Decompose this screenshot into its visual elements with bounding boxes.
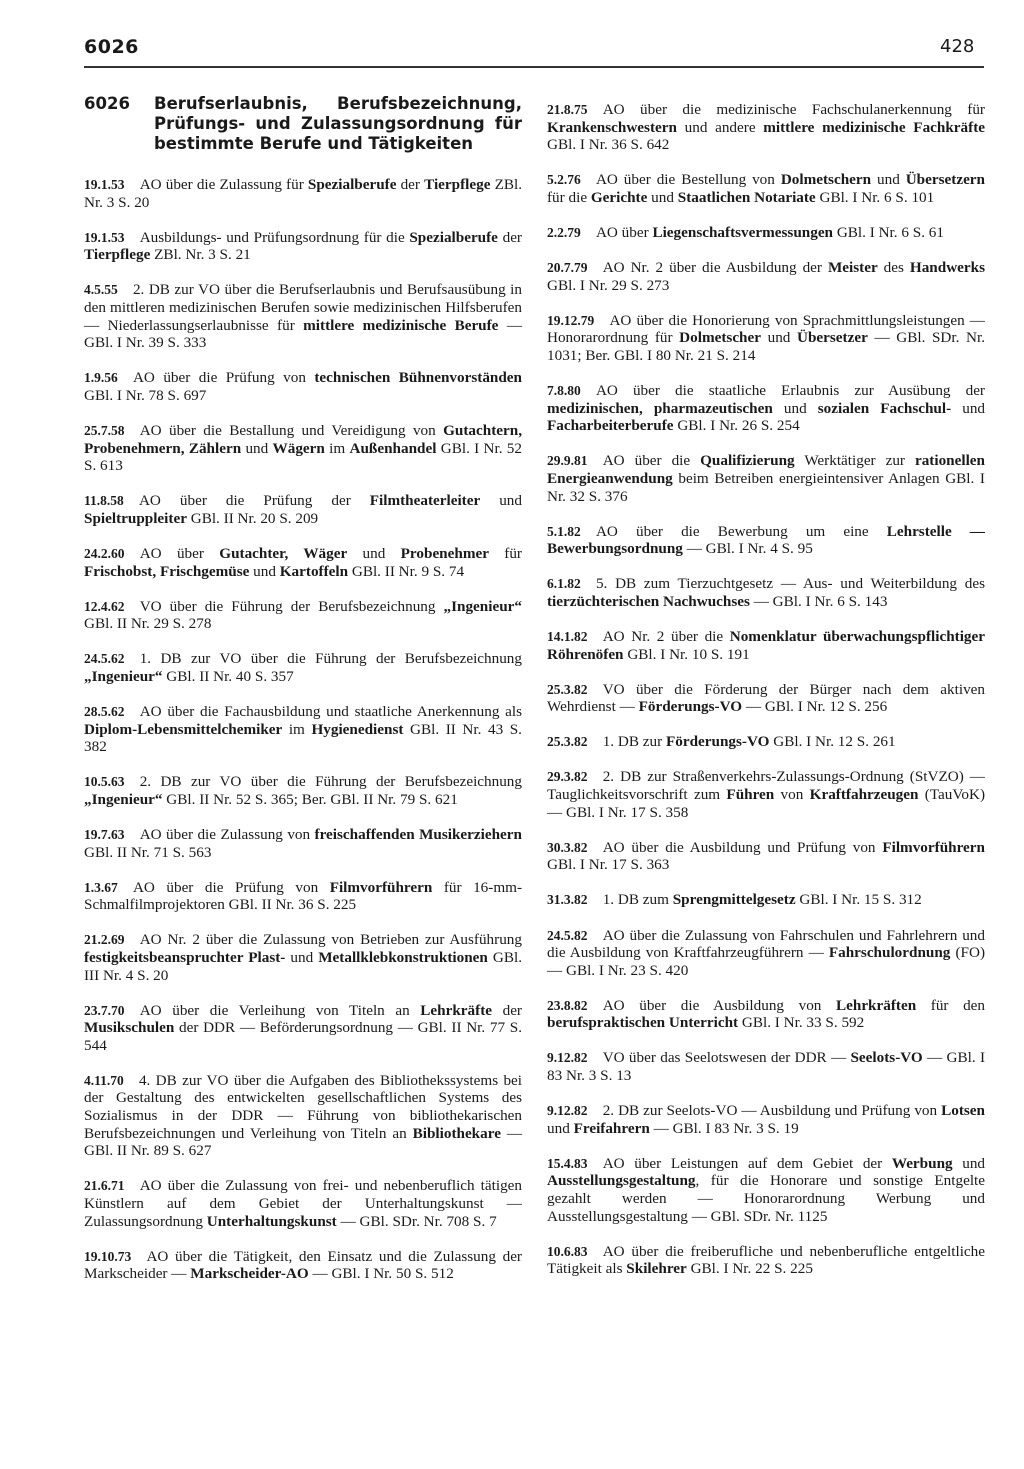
entry-keyword: Krankenschwestern (547, 118, 677, 136)
entry-date: 15.4.83 (547, 1155, 588, 1171)
entry-text: AO über die Prüfung der (138, 492, 370, 510)
entry-text: 1. DB zur (602, 733, 666, 751)
entry-keyword: Skilehrer (626, 1260, 687, 1278)
entry-keyword: Tierpflege (84, 246, 151, 264)
entry-text: GBl. I Nr. 78 S. 697 (84, 386, 207, 404)
right-column (547, 101, 985, 1295)
law-entry (84, 492, 522, 527)
entry-text: GBl. III Nr. 4 S. 20 (84, 948, 523, 984)
entry-text: GBl. I Nr. 15 S. 312 (795, 891, 922, 909)
entry-text: VO über das Seelotswesen der DDR — (602, 1049, 851, 1067)
entry-keyword: Filmtheaterleiter (369, 492, 481, 510)
entry-keyword: Führen (726, 786, 775, 804)
entry-text: 4. DB zur VO über die Aufgaben des Bibliothekssystems bei der Gestaltung des entwickelten gesellschaftlichen Systems des Sozialismus in der DDR — Führung von bibliothekarischen Berufsbezeichnungen und Verleihung von Titeln an (84, 1071, 522, 1142)
entry-keyword: Seelots-VO (850, 1049, 923, 1067)
entry-text: AO über die Tätigkeit, den Einsatz und die Zulassung der Markscheider — (84, 1247, 522, 1283)
entry-text: und (241, 439, 273, 457)
entry-date: 11.8.58 (84, 493, 124, 509)
law-entry (547, 224, 985, 242)
entry-keyword: „Ingenieur“ (84, 667, 163, 685)
law-entry (84, 176, 522, 211)
entry-keyword: „Ingenieur“ (443, 597, 522, 615)
entry-date: 29.3.82 (547, 769, 588, 785)
law-entry (547, 382, 985, 435)
law-entry (547, 628, 985, 663)
entry-keyword: mittlere medizinische Fachkräfte (763, 118, 985, 136)
law-entry (84, 598, 522, 633)
entry-keyword: Filmvorführern (882, 838, 985, 856)
entry-text: VO über die Förderung der Bürger nach dem aktiven Wehrdienst — (547, 680, 985, 716)
entry-date: 25.3.82 (547, 681, 588, 697)
entry-keyword: Markscheider-AO (190, 1265, 309, 1283)
entry-text: GBl. II Nr. 9 S. 74 (348, 562, 465, 580)
entry-text: GBl. II Nr. 52 S. 365; Ber. GBl. II Nr. 79 S. 621 (162, 790, 458, 808)
law-entry (547, 171, 985, 206)
entry-keyword: Tierpflege (424, 176, 491, 193)
law-entry (547, 1102, 985, 1137)
law-entry (84, 422, 522, 475)
entry-keyword: Förderungs-VO (638, 698, 743, 716)
entry-keyword: Dolmetschern (780, 171, 872, 189)
entry-date: 19.12.79 (547, 312, 595, 328)
entry-text: (TauVoK) — GBl. I Nr. 17 S. 358 (547, 786, 986, 821)
entry-text: der (396, 176, 425, 193)
entry-text: AO über die Zulassung für (139, 176, 308, 193)
entry-keyword: Staatlichen Notariate (677, 188, 816, 206)
entry-keyword: Spieltruppleiter (84, 509, 187, 527)
entry-keyword: Außenhandel (349, 439, 437, 457)
entry-text: und (871, 171, 906, 189)
law-entry (547, 733, 985, 751)
entry-keyword: Übersetzern (905, 171, 985, 189)
entry-text: 2. DB zur VO über die Berufserlaubnis und Berufsausübung in den mittleren medizinischen Berufen sowie medizinischen Hilfsberufen — Niederlassungserlaubnisse für (84, 281, 522, 334)
entry-keyword: Hygienedienst (311, 720, 404, 738)
entry-date: 10.5.63 (84, 774, 125, 790)
entry-text: für die (547, 188, 591, 206)
entry-text: AO über die freiberufliche und nebenberufliche entgeltliche Tätigkeit als (547, 1242, 985, 1278)
law-entry (547, 927, 985, 980)
law-entry (84, 931, 522, 984)
entry-text: AO über die Fachausbildung und staatliche Anerkennung als (139, 702, 522, 720)
entry-keyword: Metallklebkonstruktionen (318, 948, 488, 966)
entry-text: VO über die Führung der Berufsbezeichnung (139, 597, 444, 615)
entry-date: 2.2.79 (547, 224, 581, 240)
law-entry (84, 650, 522, 685)
entry-text: 2. DB zur Straßenverkehrs-Zulassungs-Ordnung (StVZO) — Tauglichkeitsvorschrift zum (547, 768, 985, 804)
entry-keyword: Bibliothekare (412, 1124, 501, 1142)
entry-keyword: Gerichte (590, 188, 648, 206)
entry-text: — GBl. SDr. Nr. 1031; Ber. GBl. I 80 Nr. 21 S. 214 (547, 329, 986, 364)
entry-text: 2. DB zur Seelots-VO — Ausbildung und Prüfung von (602, 1102, 942, 1120)
page-header-section-number: 6026 (84, 36, 139, 58)
entry-keyword: Facharbeiterberufe (547, 417, 674, 435)
entry-text: — GBl. I Nr. 4 S. 95 (682, 540, 813, 558)
entry-text: Ausbildungs- und Prüfungsordnung für die (139, 228, 410, 246)
entry-text: 1. DB zur VO über die Führung der Berufsbezeichnung (139, 650, 522, 668)
entry-text: AO über die Ausbildung und Prüfung von (602, 838, 883, 856)
law-entry (84, 1072, 522, 1160)
entry-text: AO über Leistungen auf dem Gebiet der (602, 1154, 892, 1172)
entry-date: 20.7.79 (547, 260, 588, 276)
entry-text: GBl. II Nr. 40 S. 357 (162, 667, 294, 685)
entry-text: im (282, 720, 312, 738)
entry-text: und andere (676, 118, 764, 136)
law-entry (547, 312, 985, 365)
law-entry (547, 1155, 985, 1225)
entry-text: AO Nr. 2 über die Zulassung von Betrieben zur Ausführung (139, 931, 522, 949)
entry-text: und (760, 329, 797, 347)
entry-text: AO über die (602, 452, 701, 470)
entry-keyword: mittlere medizinische Berufe (303, 316, 499, 334)
law-entry (547, 259, 985, 294)
entry-text: GBl. II Nr. 29 S. 278 (84, 615, 212, 633)
entry-text: AO über die staatliche Erlaubnis zur Ausübung der (595, 382, 985, 400)
entry-keyword: Lehrstelle — Bewerbungsordnung (547, 522, 985, 558)
entry-date: 24.5.62 (84, 651, 125, 667)
law-entry (547, 997, 985, 1032)
entry-keyword: berufspraktischen Unterricht (547, 1014, 739, 1032)
entry-keyword: Liegenschaftsvermessungen (652, 223, 834, 241)
entry-text: ZBl. Nr. 3 S. 20 (84, 176, 522, 211)
entry-text: AO über die Honorierung von Sprachmittlungsleistungen — Honorarordnung für (547, 311, 985, 347)
entry-keyword: festigkeitsbeanspruchter Plast- (84, 948, 286, 966)
entry-text: ZBl. Nr. 3 S. 21 (150, 246, 251, 264)
entry-date: 14.1.82 (547, 628, 588, 644)
section-number: 6026 (84, 94, 130, 113)
entry-keyword: Kraftfahrzeugen (809, 786, 919, 804)
law-entry (547, 891, 985, 909)
entry-keyword: Nomenklatur überwachungspflichtiger Röhrenöfen (547, 627, 985, 663)
entry-date: 21.6.71 (84, 1178, 125, 1194)
law-entry (84, 703, 522, 756)
law-entry (547, 575, 985, 610)
entry-date: 31.3.82 (547, 892, 588, 908)
law-entry (84, 229, 522, 264)
entry-keyword: Filmvorführern (329, 878, 433, 896)
law-entry (84, 773, 522, 808)
entry-keyword: Ausstellungsgestaltung (547, 1172, 696, 1190)
entry-text: AO über die Prüfung von (132, 369, 315, 387)
entry-keyword: tierzüchterischen Nachwuchses (547, 592, 750, 610)
entry-text: der DDR — Beförderungsordnung — GBl. II Nr. 77 S. 544 (84, 1019, 522, 1054)
entry-text: 2. DB zur VO über die Führung der Berufsbezeichnung (139, 773, 522, 791)
entry-text: der (492, 1001, 522, 1019)
left-entry-list (84, 176, 522, 1283)
law-entry (547, 839, 985, 874)
law-entry (547, 681, 985, 716)
entry-text: GBl. I Nr. 29 S. 273 (547, 276, 670, 294)
law-entry (84, 826, 522, 861)
entry-text: AO über die medizinische Fachschulanerkennung für (602, 101, 985, 118)
entry-date: 28.5.62 (84, 703, 125, 719)
entry-text: von (774, 786, 810, 804)
entry-keyword: Übersetzer (797, 329, 868, 347)
entry-text: GBl. I Nr. 12 S. 261 (769, 733, 896, 751)
entry-text: GBl. I Nr. 52 S. 613 (84, 439, 522, 475)
entry-keyword: Gutachtern, Probenehmern, Zählern (84, 421, 522, 457)
entry-keyword: Fahrschulordnung (828, 944, 951, 962)
law-entry (547, 768, 985, 821)
left-column (84, 94, 522, 1300)
law-entry (547, 1049, 985, 1084)
entry-keyword: Dolmetscher (679, 329, 761, 347)
entry-text: für den (916, 996, 985, 1014)
law-entry (84, 1248, 522, 1283)
entry-text: 5. DB zum Tierzuchtgesetz — Aus- und Weiterbildung des (595, 575, 985, 593)
entry-date: 19.10.73 (84, 1248, 132, 1264)
entry-date: 5.2.76 (547, 172, 581, 188)
entry-date: 7.8.80 (547, 383, 581, 399)
entry-text: der (497, 228, 522, 246)
law-entry (84, 879, 522, 914)
entry-text: und (285, 948, 319, 966)
header-rule (84, 66, 984, 68)
entry-keyword: Gutachter, Wäger (219, 544, 348, 562)
entry-date: 19.1.53 (84, 229, 125, 245)
entry-date: 25.3.82 (547, 734, 588, 750)
section-heading (84, 94, 522, 154)
law-entry (84, 545, 522, 580)
entry-date: 21.2.69 (84, 932, 125, 948)
entry-keyword: Förderungs-VO (665, 733, 770, 751)
entry-text: GBl. II Nr. 20 S. 209 (186, 509, 319, 527)
entry-keyword: Frischobst, Frischgemüse (84, 562, 250, 580)
entry-date: 19.1.53 (84, 177, 125, 192)
entry-date: 29.9.81 (547, 453, 588, 469)
entry-keyword: Diplom-Lebensmittelchemiker (84, 720, 283, 738)
entry-text: AO über die Bewerbung um eine (595, 522, 887, 540)
entry-keyword: medizinischen, pharmazeutischen (547, 399, 773, 417)
entry-text: — GBl. I 83 Nr. 3 S. 19 (649, 1119, 799, 1137)
entry-text: und (772, 399, 818, 417)
entry-keyword: freischaffenden Musikerziehern (314, 825, 522, 843)
entry-text: — GBl. I Nr. 12 S. 256 (742, 698, 888, 716)
entry-text: AO über die Bestallung und Vereidigung von (139, 421, 444, 439)
entry-text: GBl. I Nr. 33 S. 592 (738, 1014, 865, 1032)
entry-date: 23.7.70 (84, 1002, 125, 1018)
entry-keyword: „Ingenieur“ (84, 790, 163, 808)
entry-text: , für die Honorare und sonstige Entgelte gezahlt werden — Honorarordnung Werbung und Ausstellungsgestaltung — GBl. SDr. Nr. 1125 (547, 1172, 985, 1225)
entry-date: 10.6.83 (547, 1243, 588, 1259)
entry-keyword: Probenehmer (400, 544, 489, 562)
entry-date: 1.3.67 (84, 879, 118, 895)
entry-text: GBl. I Nr. 17 S. 363 (547, 856, 670, 874)
entry-text: GBl. II Nr. 43 S. 382 (84, 720, 522, 756)
entry-text: und (647, 188, 678, 206)
entry-keyword: Musikschulen (84, 1019, 175, 1037)
page-number: 428 (940, 36, 975, 57)
section-title: Berufserlaubnis, Berufsbezeichnung, Prüfungs- und Zulassungsordnung für bestimmte Berufe und Tätigkeiten (154, 94, 522, 153)
entry-text: — GBl. I 83 Nr. 3 S. 13 (547, 1049, 986, 1085)
entry-keyword: Qualifizierung (700, 452, 795, 470)
entry-text: AO über (595, 223, 653, 241)
entry-keyword: Handwerks (909, 259, 985, 277)
entry-text: — GBl. I Nr. 6 S. 143 (749, 592, 888, 610)
entry-text: und (952, 1154, 986, 1172)
entry-keyword: Spezialberufe (409, 228, 498, 246)
entry-keyword: Lehrkräften (836, 996, 917, 1014)
entry-text: und (480, 492, 522, 510)
entry-text: — GBl. I Nr. 39 S. 333 (84, 316, 522, 352)
entry-text: AO über die Bestellung von (595, 171, 781, 189)
entry-keyword: Wägern (272, 439, 325, 457)
entry-keyword: sozialen Fachschul- (817, 399, 952, 417)
entry-keyword: Werbung (891, 1154, 953, 1172)
entry-keyword: Kartoffeln (279, 562, 349, 580)
entry-date: 9.12.82 (547, 1050, 588, 1066)
law-entry (547, 523, 985, 558)
entry-text: für (488, 544, 522, 562)
entry-keyword: Spezialberufe (307, 176, 397, 193)
entry-text: — GBl. II Nr. 89 S. 627 (84, 1124, 523, 1160)
entry-date: 6.1.82 (547, 576, 581, 592)
law-entry (547, 452, 985, 505)
entry-date: 25.7.58 (84, 422, 125, 438)
entry-text: — GBl. I Nr. 50 S. 512 (308, 1265, 454, 1283)
entry-keyword: Sprengmittelgesetz (672, 891, 796, 909)
entry-text: GBl. I Nr. 10 S. 191 (623, 645, 750, 663)
entry-text: und (249, 562, 280, 580)
entry-date: 1.9.56 (84, 370, 118, 386)
entry-keyword: Lotsen (941, 1102, 985, 1120)
law-entry (547, 101, 985, 154)
entry-keyword: Freifahrern (573, 1119, 650, 1137)
entry-text: und (547, 1119, 574, 1137)
entry-text: GBl. I Nr. 22 S. 225 (686, 1260, 813, 1278)
entry-date: 21.8.75 (547, 102, 588, 117)
entry-keyword: technischen Bühnenvorständen (314, 369, 522, 387)
entry-date: 24.2.60 (84, 545, 125, 561)
entry-text: AO über die Zulassung von Fahrschulen und Fahrlehrern und die Ausbildung von Kraftfahrzeugführern — (547, 926, 985, 962)
law-entry (84, 281, 522, 351)
law-entry (84, 369, 522, 404)
entry-text: 1. DB zum (602, 891, 673, 909)
right-entry-list (547, 101, 985, 1278)
entry-text: GBl. I Nr. 6 S. 101 (815, 188, 935, 206)
entry-keyword: Unterhaltungskunst (206, 1212, 337, 1230)
entry-text: AO über (139, 544, 220, 562)
entry-text: im (324, 439, 350, 457)
law-entry (547, 1243, 985, 1278)
law-entry (84, 1002, 522, 1055)
entry-text: und (951, 399, 986, 417)
entry-date: 5.1.82 (547, 523, 581, 539)
entry-text: AO über die Ausbildung von (602, 996, 836, 1014)
entry-date: 12.4.62 (84, 598, 125, 614)
entry-text: (FO) — GBl. I Nr. 23 S. 420 (547, 944, 986, 979)
entry-date: 9.12.82 (547, 1103, 588, 1119)
entry-text: Werktätiger zur (794, 452, 915, 470)
entry-text: und (347, 544, 401, 562)
entry-text: AO über die Zulassung von frei- und nebenberuflich tätigen Künstlern auf dem Gebiet der Unterhaltungskunst — Zulassungsordnung (84, 1177, 522, 1230)
entry-keyword: rationellen Energieanwendung (547, 452, 985, 487)
entry-text: AO Nr. 2 über die (602, 627, 730, 645)
entry-text: GBl. I Nr. 26 S. 254 (673, 417, 800, 435)
entry-date: 30.3.82 (547, 839, 588, 855)
entry-text: GBl. I Nr. 6 S. 61 (833, 223, 944, 241)
entry-text: des (877, 259, 910, 277)
entry-text: AO Nr. 2 über die Ausbildung der (602, 259, 828, 277)
entry-text: für 16-mm-Schmalfilmprojektoren GBl. II Nr. 36 S. 225 (84, 878, 522, 914)
entry-text: AO über die Verleihung von Titeln an (139, 1001, 421, 1019)
entry-date: 4.11.70 (84, 1072, 124, 1088)
entry-date: 24.5.82 (547, 927, 588, 943)
entry-date: 19.7.63 (84, 826, 125, 842)
entry-text: beim Betreiben energieintensiver Anlagen GBl. I Nr. 32 S. 376 (547, 469, 985, 505)
entry-text: AO über die Zulassung von (139, 825, 315, 843)
entry-date: 23.8.82 (547, 997, 588, 1013)
entry-text: GBl. I Nr. 36 S. 642 (547, 136, 670, 154)
entry-text: AO über die Prüfung von (132, 878, 330, 896)
entry-text: GBl. II Nr. 71 S. 563 (84, 843, 212, 861)
entry-keyword: Lehrkräfte (420, 1001, 492, 1019)
entry-keyword: Meister (827, 259, 878, 277)
entry-date: 4.5.55 (84, 282, 118, 298)
law-entry (84, 1177, 522, 1230)
entry-text: — GBl. SDr. Nr. 708 S. 7 (336, 1212, 497, 1230)
